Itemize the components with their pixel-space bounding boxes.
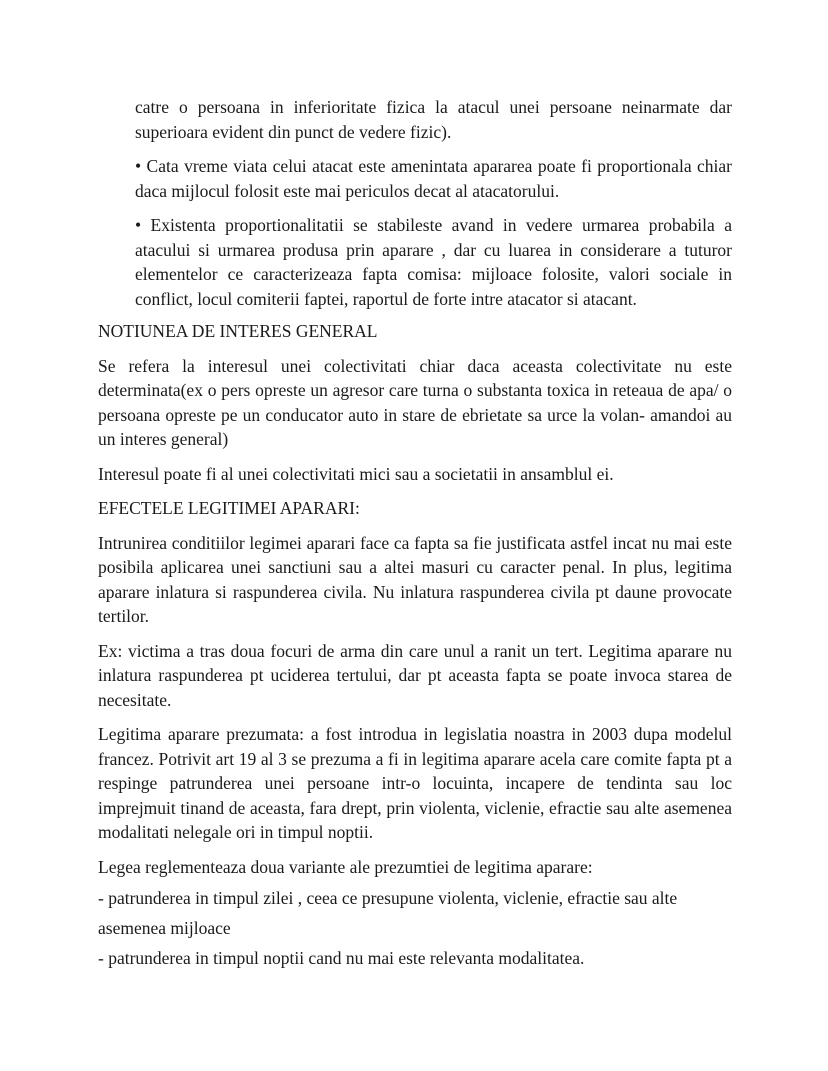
heading-effects: EFECTELE LEGITIMEI APARARI: — [98, 498, 360, 518]
bullet-item-existence: • Existenta proportionalitatii se stabileste avand in vedere urmarea probabila a atacului si urmarea produsa prin aparare , dar cu luarea in considerare a tuturor elementelor ce caracterizeaza fapta comisa: mijloace folosite, valori sociale in conflict, locul comiterii faptei, raportul de forte intre atacator si atacant. — [135, 215, 732, 309]
dash-item-night: - patrunderea in timpul noptii cand nu mai este relevanta modalitatea. — [98, 948, 585, 968]
bullet-item-proportionality: • Cata vreme viata celui atacat este amenintata apararea poate fi proportionala chiar daca mijlocul folosit este mai periculos decat al atacatorului. — [135, 156, 732, 201]
continuation-paragraph: catre o persoana in inferioritate fizica la atacul unei persoane neinarmate dar superioara evident din punct de vedere fizic). — [135, 97, 732, 142]
dash-item-day-line2: asemenea mijloace — [98, 918, 231, 938]
dash-item-day-line1: - patrunderea in timpul zilei , ceea ce presupune violenta, viclenie, efractie sau alte — [98, 888, 678, 908]
paragraph-general-interest: Se refera la interesul unei colectivitati chiar daca aceasta colectivitate nu este determinata(ex o pers opreste un agresor care turna o substanta toxica in reteaua de apa/ o persoana opreste pe un conducator auto in stare de ebrietate sa urce la volan- amandoi au un interes general) — [98, 355, 732, 449]
heading-general-interest: NOTIUNEA DE INTERES GENERAL — [98, 321, 378, 341]
paragraph-presumed-defense: Legitima aparare prezumata: a fost introdua in legislatia noastra in 2003 dupa modelul francez. Potrivit art 19 al 3 se prezuma a fi in legitima aparare acela care comite fapta pt a respinge patrunderea unei persoane intr-o locuinta, incapere de tendinta sau loc imprejmuit tinand de aceasta, fara drept, prin violenta, viclenie, efractie sau alte asemenea modalitati nelegale ori in timpul noptii. — [98, 724, 732, 842]
indented-section — [98, 95, 732, 311]
paragraph-effects: Intrunirea conditiilor legimei aparari face ca fapta sa fie justificata astfel incat nu mai este posibila aplicarea unei sanctiuni sau a altei masuri cu caracter penal. In plus, legitima aparare inlatura si raspunderea civila. Nu inlatura raspunderea civila pt daune provocate tertilor. — [98, 532, 732, 626]
document-page — [98, 95, 732, 973]
paragraph-collectivity: Interesul poate fi al unei colectivitati mici sau a societatii in ansamblul ei. — [98, 463, 614, 484]
paragraph-two-variants: Legea reglementeaza doua variante ale prezumtiei de legitima aparare: — [98, 856, 593, 877]
paragraph-example: Ex: victima a tras doua focuri de arma din care unul a ranit un tert. Legitima aparare nu inlatura raspunderea pt uciderea tertului, dar pt aceasta fapta se poate invoca starea de necesitate. — [98, 640, 732, 710]
